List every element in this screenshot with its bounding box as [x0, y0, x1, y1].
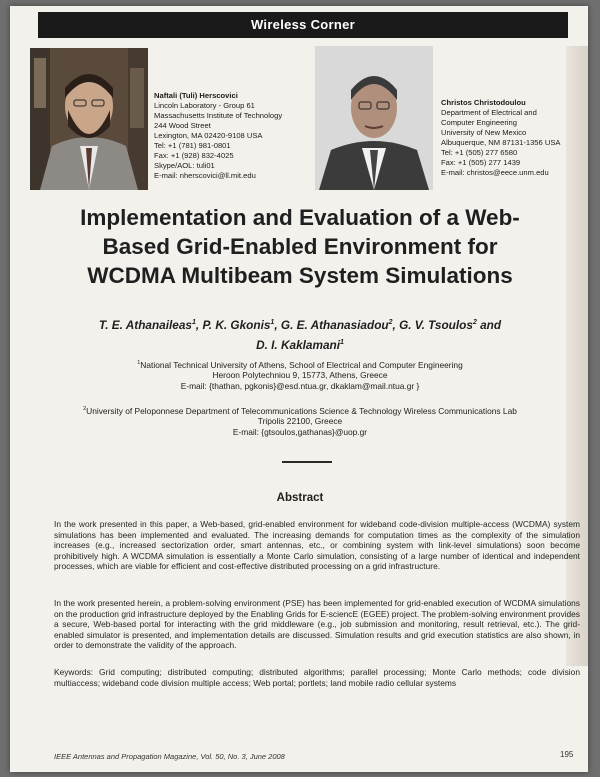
author-conjunction: and	[476, 317, 502, 332]
author-name: G. V. Tsoulos	[399, 317, 473, 332]
author1-line: Lexington, MA 02420-9108 USA	[154, 131, 263, 140]
author2-photo	[315, 46, 433, 190]
author-affiliation-mark: 1	[270, 319, 275, 326]
author1-line: Lincoln Laboratory - Group 61	[154, 101, 255, 110]
page	[10, 6, 588, 772]
author2-line: Department of Electrical and	[441, 108, 537, 117]
title-line: WCDMA Multibeam System Simulations	[87, 263, 513, 288]
affiliation-1	[50, 358, 550, 391]
author1-block	[154, 91, 282, 181]
author-affiliation-mark: 2	[388, 319, 393, 326]
author2-line: Fax: +1 (505) 277 1439	[441, 158, 521, 167]
author1-line: E-mail: nherscovici@ll.mit.edu	[154, 171, 256, 180]
article-authors: T. E. Athanaileas$^1$, P. K. Gkonis$^1$, G. E. Athanasiadou$^2$, G. V. Tsoulos$^2$ and D. I. Kaklamani$^1$	[98, 317, 502, 352]
author2-line: E-mail: christos@eece.unm.edu	[441, 168, 549, 177]
author1-line: Fax: +1 (928) 832-4025	[154, 151, 234, 160]
affiliation-2-sup: 2	[83, 406, 87, 412]
abstract-paragraph-1: In the work presented in this paper, a Web-based, grid-enabled environment for wideband code-division multiple-access (WCDMA) system simulations has been implemented and evaluated. The increasing demands for computation times as the complexity of the simulation increases (e.g., increased sectorization order, smart antennas, etc., or combining system with link-level simulations) soon become prohibitively high. A WCDMA simulation is essentially a Monte Carlo simulation, consisting of a large number of identical and independent processes, which are viable for efficient and cost-effective distributed processing on a grid infrastructure.	[54, 519, 580, 572]
author1-name: Naftali (Tuli) Herscovici	[154, 91, 238, 100]
keywords: Keywords: Grid computing; distributed computing; distributed algorithms; parallel processing; Monte Carlo methods; code division multiaccess; wideband code division multiple access; Web portal; portlets; land mobile radio cellular systems	[54, 667, 580, 688]
author-affiliation-mark: 1	[340, 338, 344, 346]
title-line: Implementation and Evaluation of a Web-	[80, 205, 520, 230]
author-name: T. E. Athanaileas	[98, 317, 192, 332]
author1-line: Massachusetts Institute of Technology	[154, 111, 283, 120]
author-name: D. I. Kaklamani	[256, 337, 340, 352]
affiliation-2-line: University of Peloponnese Department of Telecommunications Science & Technology Wireless Communications Lab	[86, 405, 517, 416]
abstract-heading: Abstract	[276, 492, 324, 504]
author1-line: Tel: +1 (781) 981-0801	[154, 141, 231, 150]
journal-citation: IEEE Antennas and Propagation Magazine, Vol. 50, No. 3, June 2008	[54, 752, 285, 761]
affiliation-2-email: E-mail: {gtsoulos,gathanas}@uop.gr	[232, 426, 368, 437]
section-header: Wireless Corner	[38, 12, 568, 38]
title-line: Based Grid-Enabled Environment for	[102, 234, 498, 259]
page-number: 195	[560, 750, 574, 759]
affiliation-1-email: E-mail: {thathan, pgkonis}@esd.ntua.gr, dkaklam@mail.ntua.gr }	[180, 380, 420, 391]
author1-line: 244 Wood Street	[154, 121, 211, 130]
affiliation-1-line: Heroon Polytechniou 9, 15773, Athens, Greece	[212, 370, 388, 381]
author1-photo	[30, 48, 148, 190]
section-divider	[282, 461, 332, 463]
author-affiliation-mark: 2	[472, 319, 477, 326]
author2-block	[441, 98, 560, 178]
author-name: G. E. Athanasiadou	[280, 317, 389, 332]
author2-line: Tel: +1 (505) 277 6580	[441, 148, 518, 157]
affiliation-2-line: Tripolis 22100, Greece	[257, 416, 343, 427]
affiliation-1-sup: 1	[137, 360, 141, 366]
affiliation-2	[30, 404, 570, 437]
affiliation-1-line: National Technical University of Athens, School of Electrical and Computer Engineering	[140, 359, 463, 370]
author2-line: Computer Engineering	[441, 118, 517, 127]
author1-line: Skype/AOL: tuli01	[154, 161, 215, 170]
author2-line: University of New Mexico	[441, 128, 527, 137]
author-affiliation-mark: 1	[191, 319, 196, 326]
adjacent-page-edge	[566, 46, 588, 666]
author-name: P. K. Gkonis	[202, 317, 271, 332]
abstract-paragraph-2: In the work presented herein, a problem-solving environment (PSE) has been implemented for grid-enabled execution of WCDMA simulations on the production grid infrastructure deployed by the Enabling Grids for E-sciencE (EGEE) project. The problem-solving environment provides a secure, Web-based portal for interacting with the grid middleware (e.g., job submission and monitoring, result retrieval, etc.). The grid-enabled simulator is presented, and implementation details are discussed. Simulation results and grid execution statistics are also shown, in order to demonstrate the validity of the approach.	[54, 598, 580, 651]
author2-line: Albuquerque, NM 87131-1356 USA	[441, 138, 561, 147]
article-title	[30, 203, 570, 290]
author2-name: Christos Christodoulou	[441, 98, 526, 107]
